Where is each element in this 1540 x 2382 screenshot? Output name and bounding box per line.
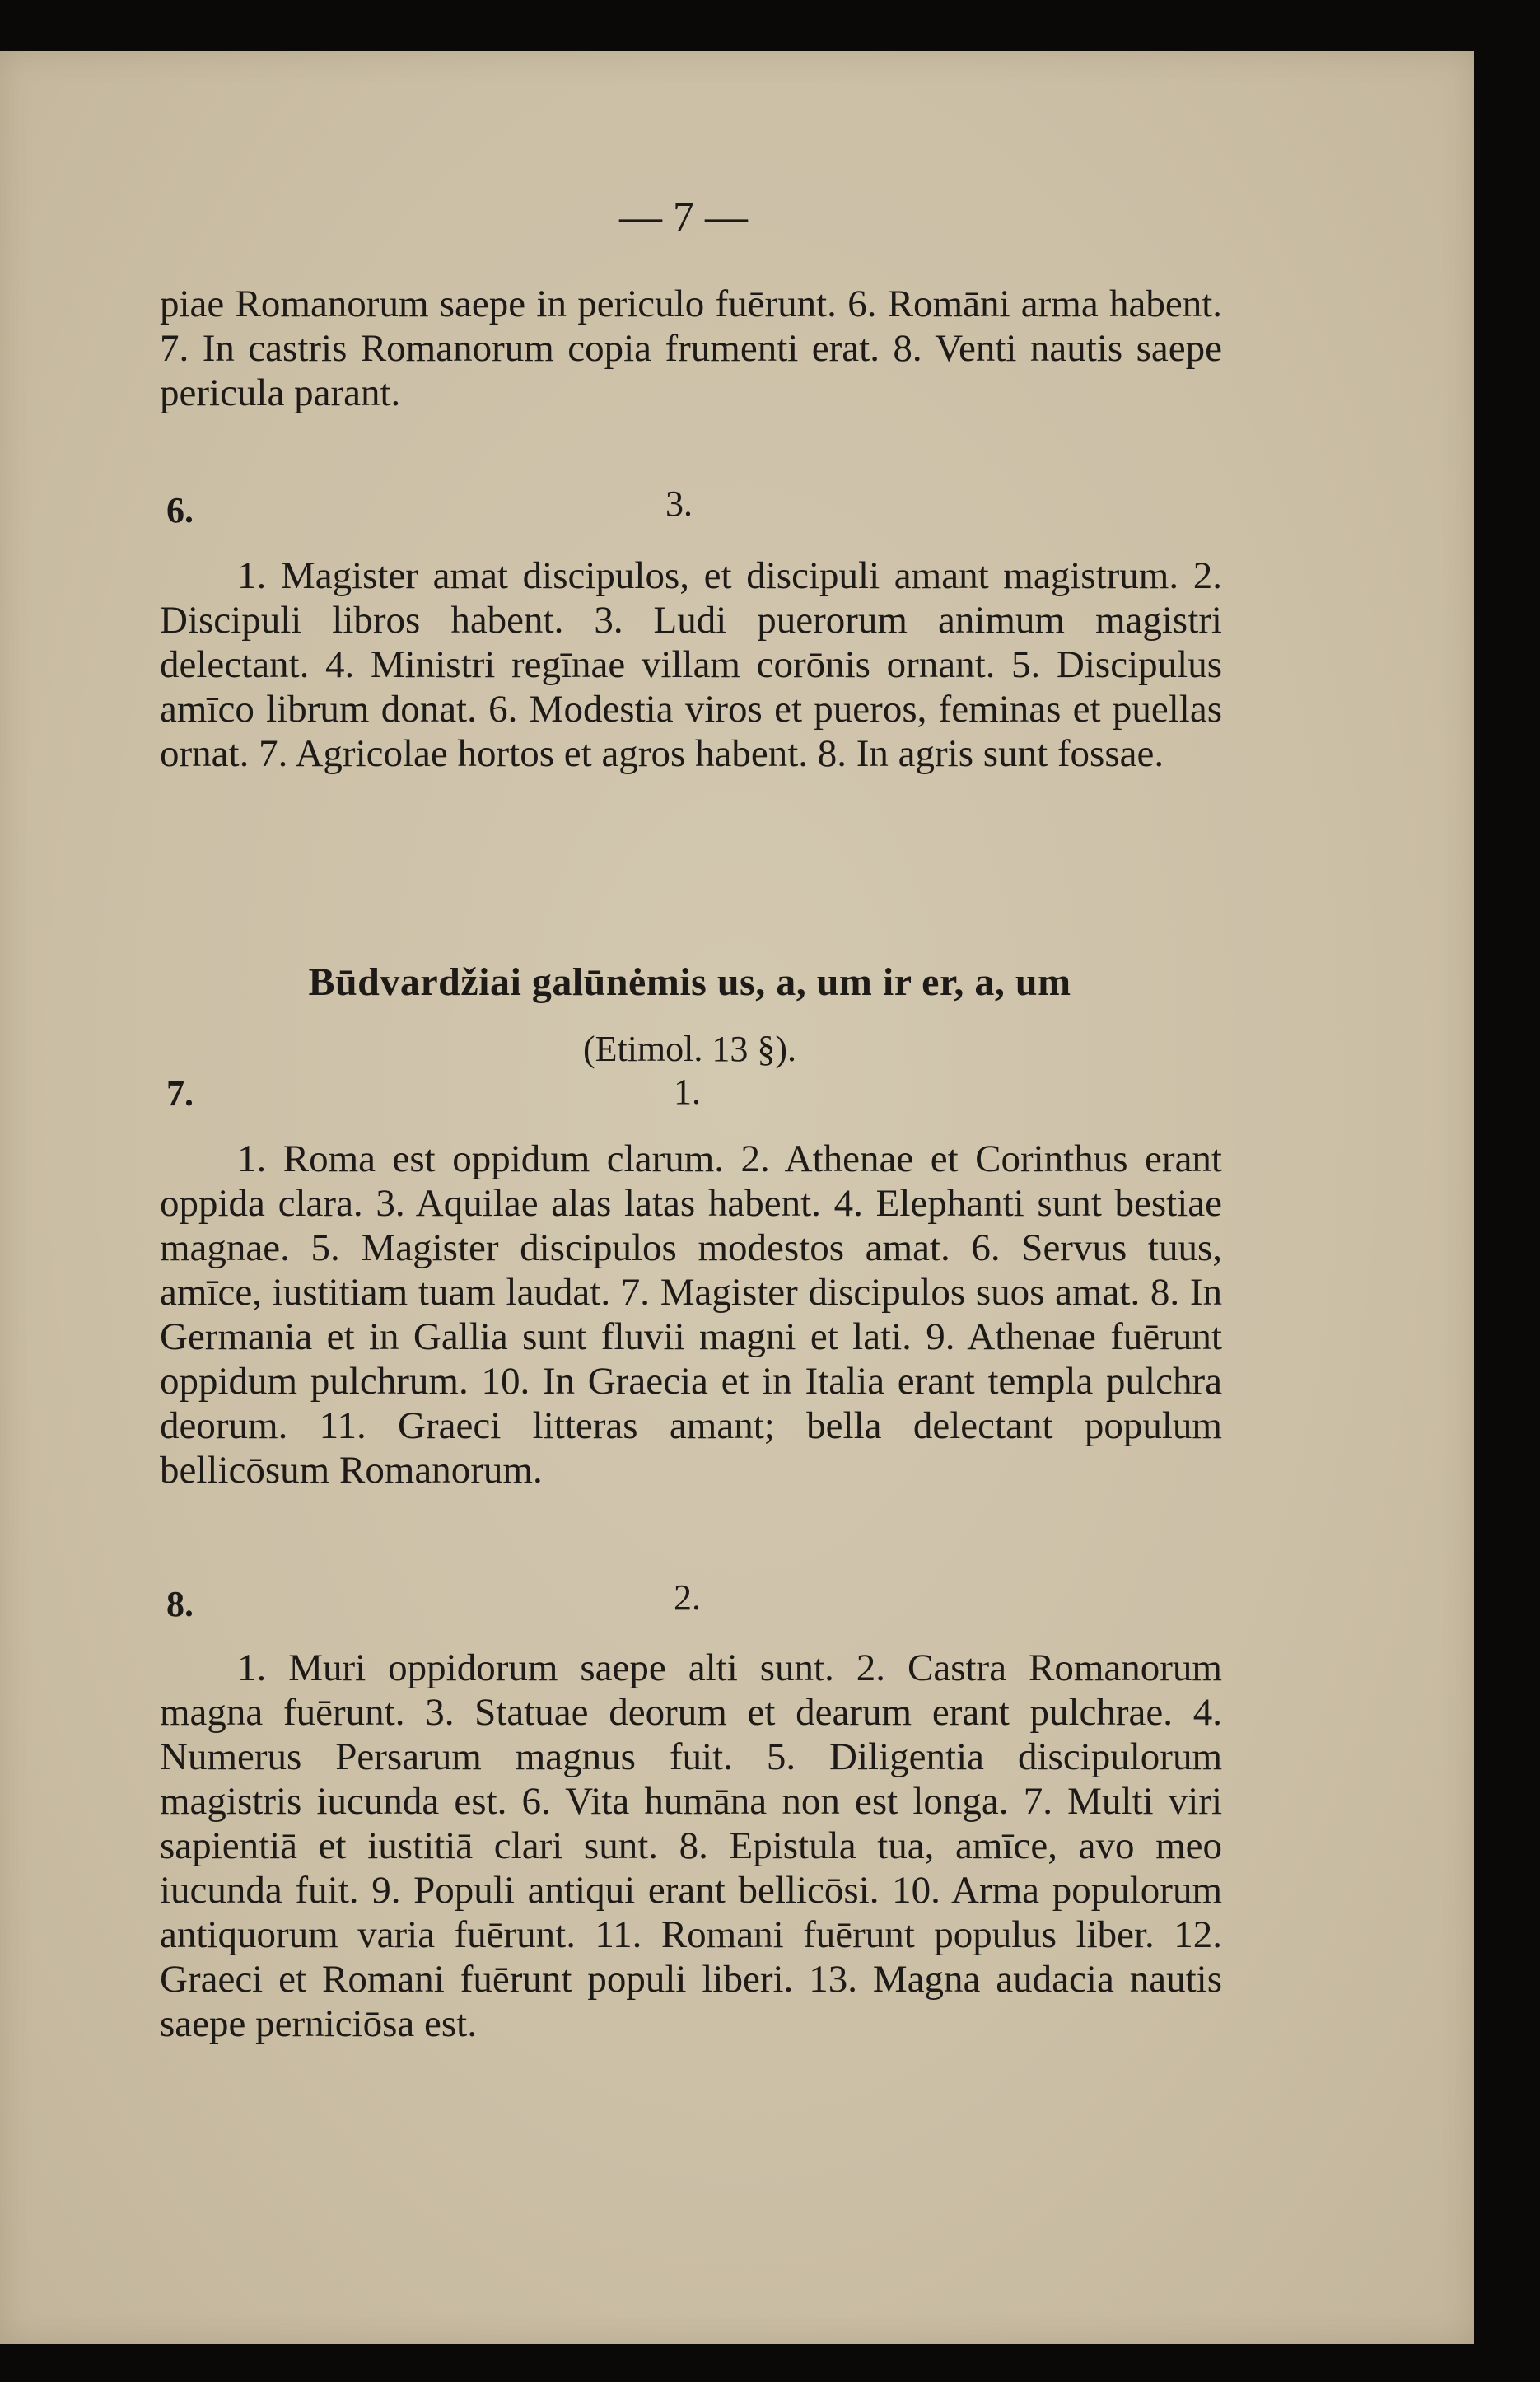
section-subheading: (Etimol. 13 §). bbox=[582, 1029, 797, 1069]
exercise-6-body: 1. Magister amat discipulos, et discipuli amant magistrum. 2. Discipuli libros habent. 3. Ludi puerorum animum magistri delectant. 4. Ministri regīnae villam corōnis ornant. 5. Discipulus amīco librum donat. 6. Modestia viros et pueros, feminas et puellas ornat. 7. Agricolae hortos et agros habent. 8. In agris sunt fossae. bbox=[160, 554, 1222, 775]
exercise-6-number: 6. bbox=[166, 490, 194, 530]
exercise-8-subnumber: 2. bbox=[674, 1577, 701, 1618]
continuation-paragraph: piae Romanorum saepe in periculo fuērunt. 6. Romāni arma habent. 7. In castris Romanorum copia frumenti erat. 8. Venti nautis saepe pericula parant. bbox=[160, 283, 1222, 414]
book-page bbox=[0, 51, 1474, 2344]
exercise-6-text bbox=[160, 553, 1222, 776]
exercise-7-subnumber: 1. bbox=[674, 1072, 701, 1112]
exercise-6-subnumber: 3. bbox=[665, 483, 693, 524]
exercise-7-number: 7. bbox=[166, 1073, 194, 1114]
exercise-8-text bbox=[160, 1646, 1222, 2046]
page-number: — 7 — bbox=[619, 194, 748, 241]
exercise-8-body: 1. Muri oppidorum saepe alti sunt. 2. Castra Romanorum magna fuērunt. 3. Statuae deorum et dearum erant pulchrae. 4. Numerus Persarum magnus fuit. 5. Diligentia discipulorum magistris iucunda est. 6. Vita humāna non est longa. 7. Multi viri sapientiā et iustitiā clari sunt. 8. Epistula tua, amīce, avo meo iucunda fuit. 9. Populi antiqui erant bellicōsi. 10. Arma populorum antiquorum varia fuērunt. 11. Romani fuērunt populus liber. 12. Graeci et Romani fuērunt populi liberi. 13. Magna audacia nautis saepe perniciōsa est. bbox=[160, 1646, 1222, 2045]
exercise-8-number: 8. bbox=[166, 1584, 194, 1624]
section-heading: Būdvardžiai galūnėmis us, a, um ir er, a, um bbox=[308, 960, 1071, 1004]
exercise-7-text bbox=[160, 1137, 1222, 1492]
exercise-7-body: 1. Roma est oppidum clarum. 2. Athenae et Corinthus erant oppida clara. 3. Aquilae alas latas habent. 4. Elephanti sunt bestiae magnae. 5. Magister discipulos modestos amat. 6. Servus tuus, amīce, iustitiam tuam laudat. 7. Magister discipulos suos amat. 8. In Germania et in Gallia sunt fluvii magni et lati. 9. Athenae fuērunt oppidum pulchrum. 10. In Graecia et in Italia erant templa pulchra deorum. 11. Graeci litteras amant; bella delectant populum bellicōsum Romanorum. bbox=[160, 1137, 1222, 1492]
